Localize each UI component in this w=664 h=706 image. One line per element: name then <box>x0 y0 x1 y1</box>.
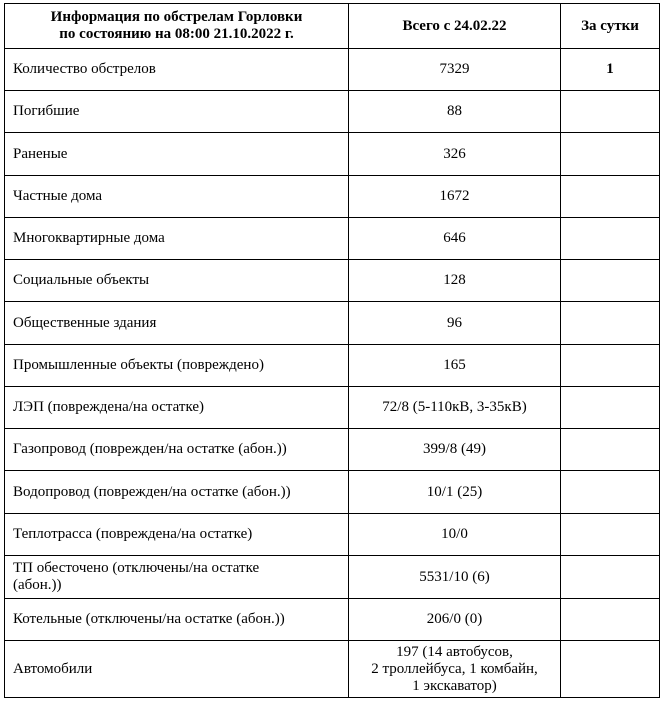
row-label: Теплотрасса (повреждена/на остатке) <box>5 514 349 556</box>
row-label: Многоквартирные дома <box>5 218 349 260</box>
row-day <box>561 387 660 429</box>
row-day <box>561 641 660 698</box>
row-label: Автомобили <box>5 641 349 698</box>
row-total: 96 <box>349 302 561 345</box>
table-row <box>5 599 660 641</box>
row-day <box>561 133 660 176</box>
row-day <box>561 471 660 514</box>
table-row <box>5 302 660 345</box>
header-title-line2: по состоянию на 08:00 21.10.2022 г. <box>59 26 294 42</box>
row-label: Общественные здания <box>5 302 349 345</box>
row-label: Социальные объекты <box>5 260 349 302</box>
row-label-line2: (абон.)) <box>13 577 62 593</box>
row-total: 88 <box>349 91 561 133</box>
row-day <box>561 302 660 345</box>
row-total-line1: 197 (14 автобусов, <box>396 643 513 660</box>
table-row <box>5 387 660 429</box>
header-title-line1: Информация по обстрелам Горловки <box>50 9 303 25</box>
row-total: 206/0 (0) <box>349 599 561 641</box>
row-day: 1 <box>561 49 660 91</box>
row-label <box>5 556 349 599</box>
row-total: 5531/10 (6) <box>349 556 561 599</box>
table-row <box>5 514 660 556</box>
row-day <box>561 429 660 471</box>
row-total: 7329 <box>349 49 561 91</box>
row-day <box>561 91 660 133</box>
row-label: Частные дома <box>5 176 349 218</box>
row-total: 326 <box>349 133 561 176</box>
row-label: Водопровод (поврежден/на остатке (абон.)) <box>5 471 349 514</box>
table-row <box>5 133 660 176</box>
table-row <box>5 176 660 218</box>
row-total: 165 <box>349 345 561 387</box>
row-label: Котельные (отключены/на остатке (абон.)) <box>5 599 349 641</box>
row-label-line1: ТП обесточено (отключены/на остатке <box>13 560 260 576</box>
row-day <box>561 176 660 218</box>
table-row <box>5 49 660 91</box>
row-day <box>561 599 660 641</box>
header-title-cell <box>5 4 349 49</box>
row-label: Погибшие <box>5 91 349 133</box>
row-total <box>349 641 561 698</box>
row-label: Промышленные объекты (повреждено) <box>5 345 349 387</box>
table-row <box>5 641 660 698</box>
table-row <box>5 260 660 302</box>
row-label: ЛЭП (повреждена/на остатке) <box>5 387 349 429</box>
row-label: Газопровод (поврежден/на остатке (абон.)) <box>5 429 349 471</box>
row-day <box>561 345 660 387</box>
row-total: 72/8 (5-110кВ, 3-35кВ) <box>349 387 561 429</box>
row-total-line3: 1 экскаватор) <box>412 677 497 694</box>
table-header-row <box>5 4 660 49</box>
row-total-line2: 2 троллейбуса, 1 комбайн, <box>371 660 538 677</box>
table-row <box>5 345 660 387</box>
table-row <box>5 471 660 514</box>
header-total-cell: Всего с 24.02.22 <box>349 4 561 49</box>
row-day <box>561 556 660 599</box>
row-total: 10/1 (25) <box>349 471 561 514</box>
row-day <box>561 514 660 556</box>
table-row <box>5 429 660 471</box>
row-total: 399/8 (49) <box>349 429 561 471</box>
row-total: 646 <box>349 218 561 260</box>
table-row <box>5 218 660 260</box>
row-label: Количество обстрелов <box>5 49 349 91</box>
row-day <box>561 260 660 302</box>
header-day-cell: За сутки <box>561 4 660 49</box>
row-label: Раненые <box>5 133 349 176</box>
shelling-report-table <box>4 3 660 698</box>
row-total: 1672 <box>349 176 561 218</box>
row-total: 10/0 <box>349 514 561 556</box>
row-day <box>561 218 660 260</box>
table-row <box>5 91 660 133</box>
table-row <box>5 556 660 599</box>
row-total: 128 <box>349 260 561 302</box>
